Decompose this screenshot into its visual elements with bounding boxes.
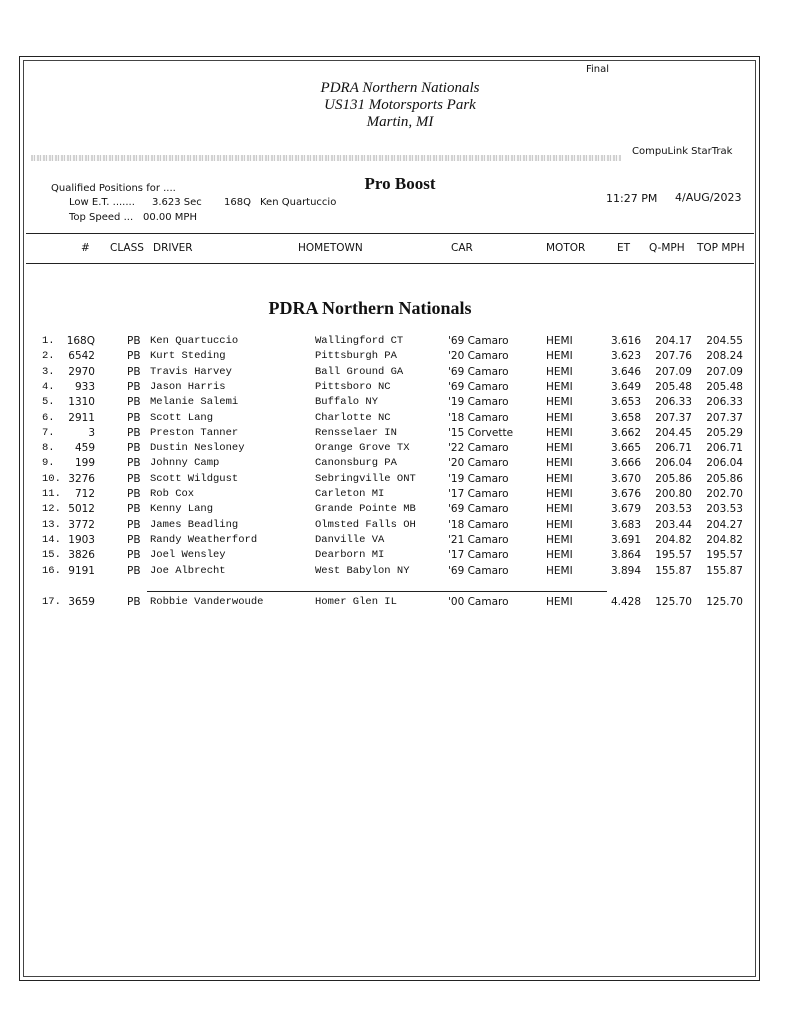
cell-car: '69 Camaro: [448, 335, 509, 347]
table-row: [0, 519, 787, 534]
col-hometown: HOMETOWN: [298, 242, 363, 254]
header-rule-top: [26, 233, 754, 234]
cell-top-mph: 205.86: [706, 472, 743, 485]
cell-top-mph: 205.29: [706, 426, 743, 439]
cell-qmph: 204.17: [655, 335, 692, 347]
cell-et: 3.665: [610, 442, 641, 455]
class-title: Pro Boost: [364, 174, 436, 193]
cell-et: 3.676: [610, 488, 641, 500]
table-row: [0, 335, 787, 350]
cell-hometown: Pittsburgh PA: [315, 350, 397, 363]
cell-driver: James Beadling: [150, 518, 239, 531]
cell-motor: HEMI: [546, 365, 573, 378]
cell-top-mph: 204.82: [706, 533, 743, 546]
cell-position: 16.: [42, 564, 61, 577]
table-row: [0, 442, 787, 457]
cell-motor: HEMI: [546, 335, 573, 347]
cell-car-number: 933: [74, 380, 95, 393]
cell-car: '17 Camaro: [448, 488, 509, 500]
event-name: PDRA Northern Nationals: [320, 80, 480, 96]
col-class: CLASS: [110, 242, 144, 254]
low-et-value: 3.623 Sec: [152, 197, 202, 208]
cell-motor: HEMI: [546, 564, 573, 577]
cell-hometown: Buffalo NY: [315, 396, 379, 409]
cell-driver: Scott Lang: [150, 411, 214, 424]
table-row: [0, 381, 787, 396]
cell-hometown: Sebringville ONT: [315, 472, 416, 485]
col-top-mph: TOP MPH: [697, 242, 745, 254]
cell-car-number: 2970: [68, 365, 95, 378]
cell-motor: HEMI: [546, 488, 573, 500]
cell-hometown: Danville VA: [315, 533, 385, 546]
cell-position: 12.: [42, 503, 61, 516]
col-et: ET: [617, 242, 631, 254]
cell-car-number: 6542: [68, 350, 95, 363]
table-row: [0, 549, 787, 564]
cell-qmph: 207.37: [655, 411, 692, 424]
cell-motor: HEMI: [546, 442, 573, 455]
cell-top-mph: 125.70: [706, 596, 743, 608]
cell-driver: Rob Cox: [150, 488, 195, 500]
cell-driver: Melanie Salemi: [150, 396, 239, 409]
table-row: [0, 412, 787, 427]
cell-motor: HEMI: [546, 518, 573, 531]
cell-hometown: Ball Ground GA: [315, 365, 404, 378]
cell-et: 3.670: [610, 472, 641, 485]
cell-car: '20 Camaro: [448, 457, 509, 470]
cell-class: PB: [127, 350, 141, 363]
col-driver: DRIVER: [153, 242, 193, 254]
status-label: Final: [586, 64, 610, 75]
cell-top-mph: 204.55: [706, 335, 743, 347]
cell-driver: Robbie Vanderwoude: [150, 596, 264, 608]
cell-class: PB: [127, 442, 141, 455]
cell-driver: Preston Tanner: [150, 426, 239, 439]
cell-car-number: 3276: [68, 472, 95, 485]
cell-hometown: Olmsted Falls OH: [315, 518, 416, 531]
cell-car-number: 9191: [68, 564, 95, 577]
cell-motor: HEMI: [546, 411, 573, 424]
cell-position: 2.: [42, 350, 55, 363]
cell-hometown: Dearborn MI: [315, 549, 385, 562]
cell-qmph: 204.45: [655, 426, 692, 439]
cell-car-number: 168Q: [66, 335, 95, 347]
report-date: 4/AUG/2023: [675, 191, 742, 204]
cell-top-mph: 155.87: [706, 564, 743, 577]
cell-car: '19 Camaro: [448, 396, 509, 409]
cell-qmph: 205.48: [655, 380, 692, 393]
cell-car-number: 5012: [68, 503, 95, 516]
cell-et: 3.649: [610, 380, 641, 393]
cell-car-number: 3659: [68, 596, 95, 608]
cell-hometown: Orange Grove TX: [315, 442, 410, 455]
qualified-label: Qualified Positions for ....: [51, 183, 176, 194]
header-rule-bottom: [26, 263, 754, 264]
cell-top-mph: 206.04: [706, 457, 743, 470]
cell-position: 14.: [42, 533, 61, 546]
cell-class: PB: [127, 335, 141, 347]
cell-position: 9.: [42, 457, 55, 470]
cell-position: 4.: [42, 380, 55, 393]
cell-car: '18 Camaro: [448, 411, 509, 424]
cell-car: '20 Camaro: [448, 350, 509, 363]
cell-class: PB: [127, 503, 141, 516]
cell-et: 3.653: [610, 396, 641, 409]
cell-class: PB: [127, 596, 141, 608]
table-row: [0, 565, 787, 580]
col-number: #: [81, 242, 90, 254]
cell-et: 4.428: [610, 596, 641, 608]
cell-top-mph: 204.27: [706, 518, 743, 531]
cell-motor: HEMI: [546, 457, 573, 470]
cell-et: 3.864: [610, 549, 641, 562]
cell-hometown: Homer Glen IL: [315, 596, 397, 608]
col-car: CAR: [451, 242, 473, 254]
cell-class: PB: [127, 488, 141, 500]
cell-car-number: 1310: [68, 396, 95, 409]
cell-motor: HEMI: [546, 549, 573, 562]
cell-top-mph: 202.70: [706, 488, 743, 500]
cell-car: '69 Camaro: [448, 365, 509, 378]
location: Martin, MI: [366, 114, 434, 130]
cell-car-number: 3: [88, 426, 95, 439]
cell-class: PB: [127, 472, 141, 485]
cell-position: 6.: [42, 411, 55, 424]
cell-et: 3.691: [610, 533, 641, 546]
top-speed-label: Top Speed ...: [69, 212, 134, 223]
cell-qmph: 207.09: [655, 365, 692, 378]
cell-et: 3.616: [610, 335, 641, 347]
cell-class: PB: [127, 365, 141, 378]
cell-qmph: 206.04: [655, 457, 692, 470]
cell-car: '15 Corvette: [448, 426, 514, 439]
cell-position: 3.: [42, 365, 55, 378]
cell-driver: Johnny Camp: [150, 457, 220, 470]
cell-motor: HEMI: [546, 472, 573, 485]
cell-class: PB: [127, 518, 141, 531]
cell-et: 3.666: [610, 457, 641, 470]
cell-qmph: 204.82: [655, 533, 692, 546]
cell-car: '17 Camaro: [448, 549, 509, 562]
section-title: PDRA Northern Nationals: [268, 298, 472, 318]
venue: US131 Motorsports Park: [324, 97, 476, 113]
timing-system: CompuLink StarTrak: [632, 146, 733, 157]
cell-class: PB: [127, 411, 141, 424]
cell-position: 1.: [42, 335, 55, 347]
cell-driver: Ken Quartuccio: [150, 335, 239, 347]
cell-car-number: 712: [74, 488, 95, 500]
cell-et: 3.683: [610, 518, 641, 531]
top-speed-value: 00.00 MPH: [143, 212, 197, 223]
cell-car: '69 Camaro: [448, 564, 509, 577]
cell-position: 5.: [42, 396, 55, 409]
qualifier-cutoff-line: [147, 591, 607, 592]
cell-et: 3.894: [610, 564, 641, 577]
cell-position: 13.: [42, 518, 61, 531]
table-row: [0, 596, 787, 611]
cell-qmph: 195.57: [655, 549, 692, 562]
cell-motor: HEMI: [546, 380, 573, 393]
cell-top-mph: 203.53: [706, 503, 743, 516]
cell-car: '69 Camaro: [448, 380, 509, 393]
low-et-car: 168Q: [224, 197, 251, 208]
cell-et: 3.679: [610, 503, 641, 516]
cell-top-mph: 206.33: [706, 396, 743, 409]
cell-position: 8.: [42, 442, 55, 455]
scan-noise-band: [31, 155, 621, 161]
table-row: [0, 488, 787, 503]
cell-driver: Joel Wensley: [150, 549, 226, 562]
cell-car: '22 Camaro: [448, 442, 509, 455]
cell-top-mph: 206.71: [706, 442, 743, 455]
low-et-driver: Ken Quartuccio: [260, 197, 337, 208]
cell-driver: Dustin Nesloney: [150, 442, 245, 455]
cell-class: PB: [127, 380, 141, 393]
cell-class: PB: [127, 549, 141, 562]
cell-top-mph: 208.24: [706, 350, 743, 363]
cell-car: '18 Camaro: [448, 518, 509, 531]
cell-class: PB: [127, 533, 141, 546]
cell-position: 7.: [42, 426, 55, 439]
col-motor: MOTOR: [546, 242, 586, 254]
table-row: [0, 350, 787, 365]
cell-qmph: 200.80: [655, 488, 692, 500]
cell-driver: Joe Albrecht: [150, 564, 226, 577]
report-time: 11:27 PM: [606, 192, 658, 205]
cell-car: '00 Camaro: [448, 596, 509, 608]
cell-hometown: Rensselaer IN: [315, 426, 397, 439]
cell-qmph: 206.33: [655, 396, 692, 409]
cell-top-mph: 207.09: [706, 365, 743, 378]
cell-motor: HEMI: [546, 426, 573, 439]
cell-car: '21 Camaro: [448, 533, 509, 546]
col-qmph: Q-MPH: [649, 242, 685, 254]
cell-driver: Kurt Steding: [150, 350, 226, 363]
table-row: [0, 534, 787, 549]
cell-top-mph: 207.37: [706, 411, 743, 424]
cell-et: 3.623: [610, 350, 641, 363]
cell-class: PB: [127, 457, 141, 470]
cell-motor: HEMI: [546, 503, 573, 516]
cell-qmph: 205.86: [655, 472, 692, 485]
table-row: [0, 396, 787, 411]
low-et-label: Low E.T. .......: [69, 197, 135, 208]
cell-et: 3.646: [610, 365, 641, 378]
cell-motor: HEMI: [546, 596, 573, 608]
cell-position: 17.: [42, 596, 61, 608]
table-row: [0, 427, 787, 442]
cell-position: 10.: [42, 472, 61, 485]
cell-qmph: 155.87: [655, 564, 692, 577]
cell-hometown: Pittsboro NC: [315, 380, 391, 393]
cell-motor: HEMI: [546, 350, 573, 363]
cell-hometown: West Babylon NY: [315, 564, 410, 577]
cell-driver: Travis Harvey: [150, 365, 232, 378]
cell-qmph: 125.70: [655, 596, 692, 608]
cell-qmph: 207.76: [655, 350, 692, 363]
cell-top-mph: 205.48: [706, 380, 743, 393]
cell-hometown: Canonsburg PA: [315, 457, 397, 470]
cell-class: PB: [127, 564, 141, 577]
table-row: [0, 473, 787, 488]
cell-driver: Jason Harris: [150, 380, 226, 393]
cell-qmph: 206.71: [655, 442, 692, 455]
cell-car-number: 3772: [68, 518, 95, 531]
cell-et: 3.658: [610, 411, 641, 424]
cell-car-number: 1903: [68, 533, 95, 546]
cell-car: '69 Camaro: [448, 503, 509, 516]
cell-hometown: Carleton MI: [315, 488, 385, 500]
cell-et: 3.662: [610, 426, 641, 439]
cell-top-mph: 195.57: [706, 549, 743, 562]
cell-qmph: 203.53: [655, 503, 692, 516]
cell-car-number: 2911: [68, 411, 95, 424]
cell-class: PB: [127, 396, 141, 409]
cell-position: 15.: [42, 549, 61, 562]
cell-hometown: Wallingford CT: [315, 335, 404, 347]
cell-car-number: 3826: [68, 549, 95, 562]
cell-car-number: 459: [74, 442, 95, 455]
cell-car: '19 Camaro: [448, 472, 509, 485]
cell-motor: HEMI: [546, 396, 573, 409]
cell-position: 11.: [42, 488, 61, 500]
cell-motor: HEMI: [546, 533, 573, 546]
cell-car-number: 199: [74, 457, 95, 470]
table-row: [0, 503, 787, 518]
cell-driver: Randy Weatherford: [150, 533, 258, 546]
cell-class: PB: [127, 426, 141, 439]
cell-hometown: Charlotte NC: [315, 411, 391, 424]
table-row: [0, 366, 787, 381]
cell-qmph: 203.44: [655, 518, 692, 531]
cell-driver: Kenny Lang: [150, 503, 214, 516]
cell-hometown: Grande Pointe MB: [315, 503, 416, 516]
cell-driver: Scott Wildgust: [150, 472, 239, 485]
table-row: [0, 457, 787, 472]
